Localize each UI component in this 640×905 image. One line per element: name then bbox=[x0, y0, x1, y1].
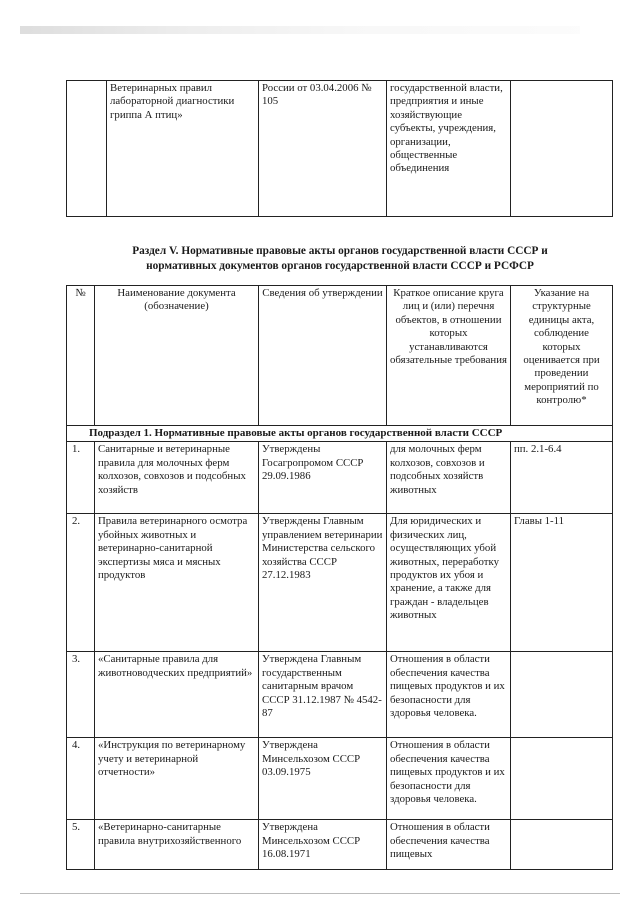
cell-description: Для юридических и физических лиц, осуществляющих убой животных, переработку продуктов их убоя и хранение, а также для граждан - владельцев животных bbox=[387, 514, 511, 652]
cell-name: Ветеринарных правил лабораторной диагностики гриппа А птиц» bbox=[107, 81, 259, 217]
cell-num bbox=[67, 81, 107, 217]
cell-name: «Санитарные правила для животноводческих предприятий» bbox=[95, 652, 259, 738]
cell-reference: Главы 1-11 bbox=[511, 514, 613, 652]
subsection-title: Подраздел 1. Нормативные правовые акты органов государственной власти СССР bbox=[67, 426, 613, 442]
cell-num: 2. bbox=[67, 514, 95, 652]
table-row bbox=[67, 81, 613, 217]
cell-name: «Инструкция по ветеринарному учету и ветеринарной отчетности» bbox=[95, 738, 259, 820]
header-reference: Указание на структурные единицы акта, соблюдение которых оценивается при проведении мероприятий по контролю* bbox=[511, 286, 613, 426]
subsection-row bbox=[67, 426, 613, 442]
section-title-line-1: Раздел V. Нормативные правовые акты органов государственной власти СССР и bbox=[132, 245, 548, 257]
cell-description: Отношения в области обеспечения качества пищевых продуктов и их безопасности для здоровья человека. bbox=[387, 652, 511, 738]
cell-name: Санитарные и ветеринарные правила для молочных ферм колхозов, совхозов и подсобных хозяйств bbox=[95, 442, 259, 514]
cell-approval: Утверждена Минсельхозом СССР 03.09.1975 bbox=[259, 738, 387, 820]
cell-num: 4. bbox=[67, 738, 95, 820]
cell-name: Правила ветеринарного осмотра убойных животных и ветеринарно-санитарной экспертизы мяса и мясных продуктов bbox=[95, 514, 259, 652]
section-title bbox=[60, 244, 620, 274]
cell-description: Отношения в области обеспечения качества пищевых bbox=[387, 820, 511, 870]
cell-approval: Утверждены Госагропромом СССР 29.09.1986 bbox=[259, 442, 387, 514]
cell-reference bbox=[511, 820, 613, 870]
cell-approval: Утверждена Главным государственным санитарным врачом СССР 31.12.1987 № 4542-87 bbox=[259, 652, 387, 738]
header-description: Краткое описание круга лиц и (или) перечня объектов, в отношении которых устанавливаются обязательные требования bbox=[387, 286, 511, 426]
cell-reference bbox=[511, 738, 613, 820]
cell-reference bbox=[511, 652, 613, 738]
cell-num: 1. bbox=[67, 442, 95, 514]
table-row bbox=[67, 442, 613, 514]
cell-approval: России от 03.04.2006 № 105 bbox=[259, 81, 387, 217]
header-row bbox=[67, 286, 613, 426]
section-title-line-2: нормативных документов органов государственной власти СССР и РСФСР bbox=[146, 260, 534, 272]
cell-name: «Ветеринарно-санитарные правила внутрихозяйственного bbox=[95, 820, 259, 870]
header-approval: Сведения об утверждении bbox=[259, 286, 387, 426]
cell-num: 5. bbox=[67, 820, 95, 870]
cell-description: Отношения в области обеспечения качества пищевых продуктов и их безопасности для здоровья человека. bbox=[387, 738, 511, 820]
table-row bbox=[67, 652, 613, 738]
header-name: Наименование документа (обозначение) bbox=[95, 286, 259, 426]
cell-description: государственной власти, предприятия и иные хозяйствующие субъекты, учреждения, организации, общественные объединения bbox=[387, 81, 511, 217]
continuation-table bbox=[66, 80, 613, 217]
cell-reference bbox=[511, 81, 613, 217]
cell-num: 3. bbox=[67, 652, 95, 738]
scan-bottom-edge bbox=[20, 893, 620, 894]
cell-approval: Утверждена Минсельхозом СССР 16.08.1971 bbox=[259, 820, 387, 870]
scan-artifact bbox=[20, 26, 580, 34]
cell-description: для молочных ферм колхозов, совхозов и подсобных хозяйств животных bbox=[387, 442, 511, 514]
cell-approval: Утверждены Главным управлением ветеринарии Министерства сельского хозяйства СССР 27.12.1983 bbox=[259, 514, 387, 652]
table-row bbox=[67, 514, 613, 652]
header-num: № bbox=[67, 286, 95, 426]
table-row bbox=[67, 820, 613, 870]
table-row bbox=[67, 738, 613, 820]
cell-reference: пп. 2.1-6.4 bbox=[511, 442, 613, 514]
regulations-table bbox=[66, 285, 613, 870]
